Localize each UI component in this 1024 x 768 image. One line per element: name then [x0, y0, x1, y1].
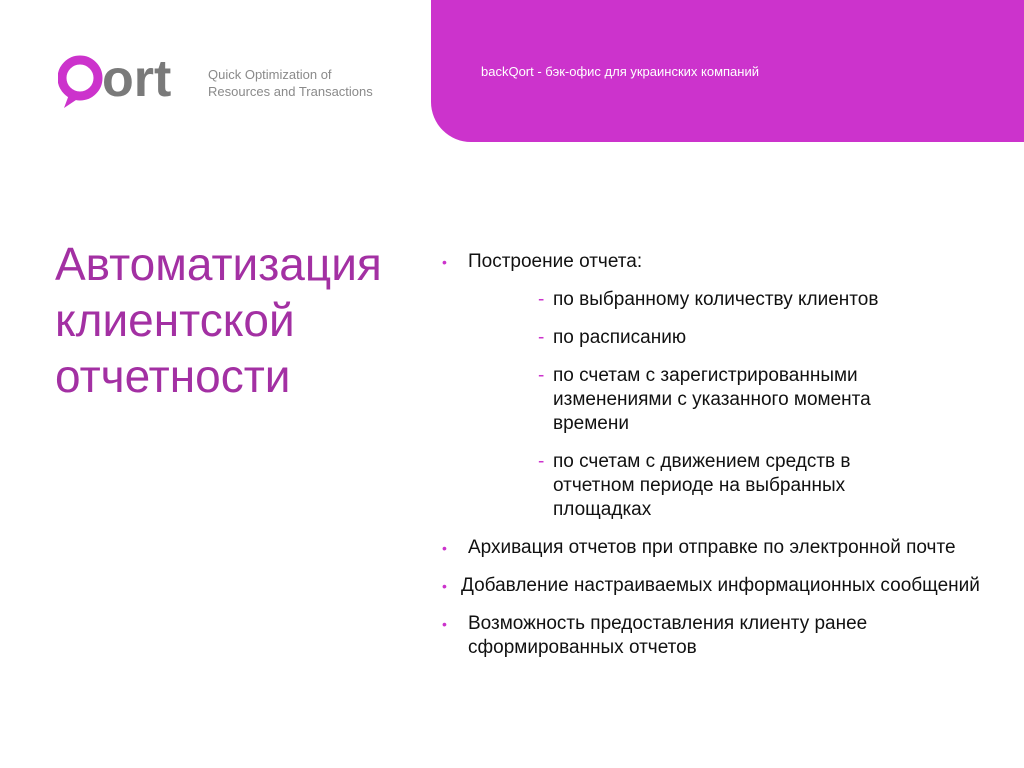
bullet-text: Добавление настраиваемых информационных сообщений [461, 575, 980, 596]
tagline [208, 66, 373, 100]
content-list [440, 250, 1010, 674]
bullet-icon: • [442, 616, 447, 632]
sub-item-text: по выбранному количеству клиентов [553, 289, 879, 310]
tagline-line-2: Resources and Transactions [208, 84, 373, 99]
bullet-icon: • [442, 540, 447, 556]
bullet-item-3 [440, 574, 1010, 598]
tagline-line-1: Quick Optimization of [208, 67, 332, 82]
dash-icon: - [538, 327, 545, 348]
logo-text: ort [102, 50, 172, 108]
dash-icon: - [538, 451, 545, 472]
sub-item-2 [538, 326, 1010, 350]
sub-item-text: по счетам с движением средств в отчетном периоде на выбранных площадках [553, 451, 851, 520]
slide-title-line-1: Автоматизация [55, 238, 382, 290]
bullet-item-1 [440, 250, 1010, 274]
sub-item-text: по счетам с зарегистрированными изменениями с указанного момента времени [553, 365, 871, 434]
sub-item-3 [538, 364, 893, 436]
sub-item-1 [538, 288, 1010, 312]
bullet-icon: • [442, 254, 447, 270]
bullet-text: Возможность предоставления клиенту ранее сформированных отчетов [468, 613, 868, 658]
bullet-text: Построение отчета: [468, 251, 643, 272]
header-band-text: backQort - бэк-офис для украинских компаний [481, 64, 759, 79]
slide-title-line-2: клиентской [55, 294, 295, 346]
qort-logo [58, 50, 193, 112]
bullet-icon: • [442, 578, 447, 594]
sub-item-4 [538, 450, 923, 522]
bullet-item-4 [440, 612, 968, 660]
qort-logo-graphic [58, 50, 193, 112]
header-band [431, 0, 1024, 142]
slide-title-line-3: отчетности [55, 350, 291, 402]
slide-title [55, 236, 425, 404]
dash-icon: - [538, 289, 545, 310]
dash-icon: - [538, 365, 545, 386]
bullet-item-2 [440, 536, 1010, 560]
sub-item-text: по расписанию [553, 327, 687, 348]
bullet-text: Архивация отчетов при отправке по электронной почте [468, 537, 956, 558]
